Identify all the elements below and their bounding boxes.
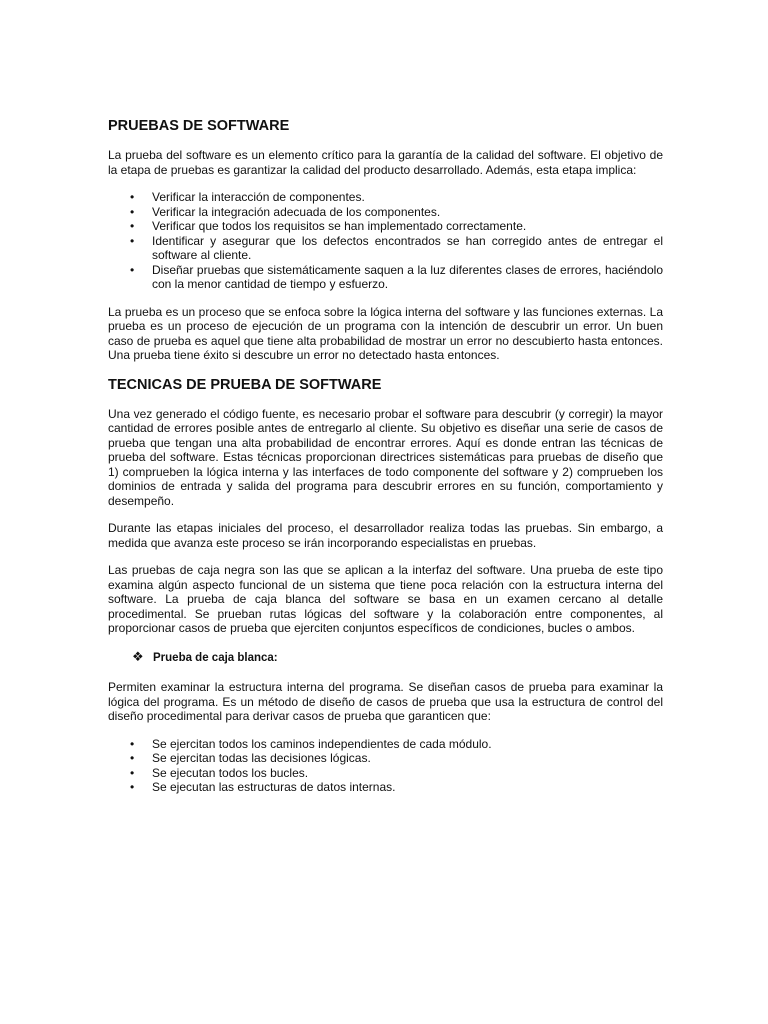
document-page [108, 117, 663, 795]
section2-paragraph-3: Las pruebas de caja negra son las que se aplican a la interfaz del software. Una prueba de este tipo examina algún aspecto funcional de un sistema que tiene poca relación con la estructura interna del software. La prueba de caja blanca del software se basa en un examen cercano al detalle procedimental. Se prueban rutas lógicas del software y la colaboración entre componentes, al proporcionar casos de prueba que ejerciten conjuntos específicos de condiciones, bucles o ambos. [108, 563, 663, 635]
list-item: • Verificar que todos los requisitos se han implementado correctamente. [130, 219, 527, 233]
diamond-bullet-icon: ❖ [132, 648, 144, 664]
section1-bullet-list [108, 190, 663, 292]
bullet-dot-icon: • [130, 219, 135, 233]
bullet-dot-icon: • [130, 736, 135, 751]
section1-closing-paragraph: La prueba es un proceso que se enfoca sobre la lógica interna del software y las funciones externas. La prueba es un proceso de ejecución de un programa con la intención de descubrir un error. Un buen caso de prueba es aquel que tiene alta probabilidad de mostrar un error no descubierto hasta entonces. Una prueba tiene éxito si descubre un error no detectado hasta entonces. [108, 304, 663, 362]
section2-paragraph-2: Durante las etapas iniciales del proceso, el desarrollador realiza todas las pruebas. Sin embargo, a medida que avanza este proceso se irán incorporando especialistas en pruebas. [108, 521, 663, 550]
subheading-label: Prueba de caja blanca: [153, 651, 278, 664]
section2-paragraph-4: Permiten examinar la estructura interna del programa. Se diseñan casos de prueba para examinar la lógica del programa. Es un método de diseño de casos de prueba que usa la estructura de control del diseño procedimental para derivar casos de prueba que garanticen que: [108, 680, 663, 723]
list-item: • Se ejercitan todas las decisiones lógicas. [130, 751, 371, 765]
bullet-dot-icon: • [130, 765, 135, 780]
section-title-pruebas: PRUEBAS DE SOFTWARE [108, 118, 290, 134]
section1-intro-paragraph: La prueba del software es un elemento crítico para la garantía de la calidad del software. El objetivo de la etapa de pruebas es garantizar la calidad del producto desarrollado. Además, esta etapa implica: [108, 148, 663, 177]
bullet-dot-icon: • [130, 204, 135, 219]
section2-bullet-list [108, 737, 663, 795]
bullet-dot-icon: • [130, 780, 135, 794]
list-item: • Se ejecutan las estructuras de datos internas. [130, 780, 396, 794]
list-item: • Identificar y asegurar que los defectos encontrados se han corregido antes de entregar el software al cliente. [130, 233, 663, 262]
list-item: • Verificar la integración adecuada de los componentes. [130, 204, 441, 219]
list-item: • Se ejecutan todos los bucles. [130, 765, 309, 780]
list-item: • Se ejercitan todos los caminos independientes de cada módulo. [130, 736, 492, 751]
bullet-dot-icon: • [130, 751, 135, 765]
bullet-dot-icon: • [130, 190, 135, 204]
subheading-caja-blanca [108, 648, 663, 666]
list-item: • Verificar la interacción de componentes. [130, 190, 365, 204]
section2-paragraph-1: Una vez generado el código fuente, es necesario probar el software para descubrir (y corregir) la mayor cantidad de errores posible antes de entregarlo al cliente. Su objetivo es diseñar una serie de casos de prueba que tengan una alta probabilidad de encontrar errores. Aquí es donde entran las técnicas de prueba del software. Estas técnicas proporcionan directrices sistemáticas para pruebas de diseño que 1) comprueben la lógica interna y las interfaces de todo componente del software y 2) comprueben los dominios de entrada y salida del programa para descubrir errores en su función, comportamiento y desempeño. [108, 406, 663, 508]
bullet-dot-icon: • [130, 233, 135, 248]
bullet-dot-icon: • [130, 262, 135, 277]
section-title-tecnicas: TECNICAS DE PRUEBA DE SOFTWARE [108, 376, 382, 393]
list-item: • Diseñar pruebas que sistemáticamente saquen a la luz diferentes clases de errores, haciéndolo con la menor cantidad de tiempo y esfuerzo. [130, 262, 663, 291]
